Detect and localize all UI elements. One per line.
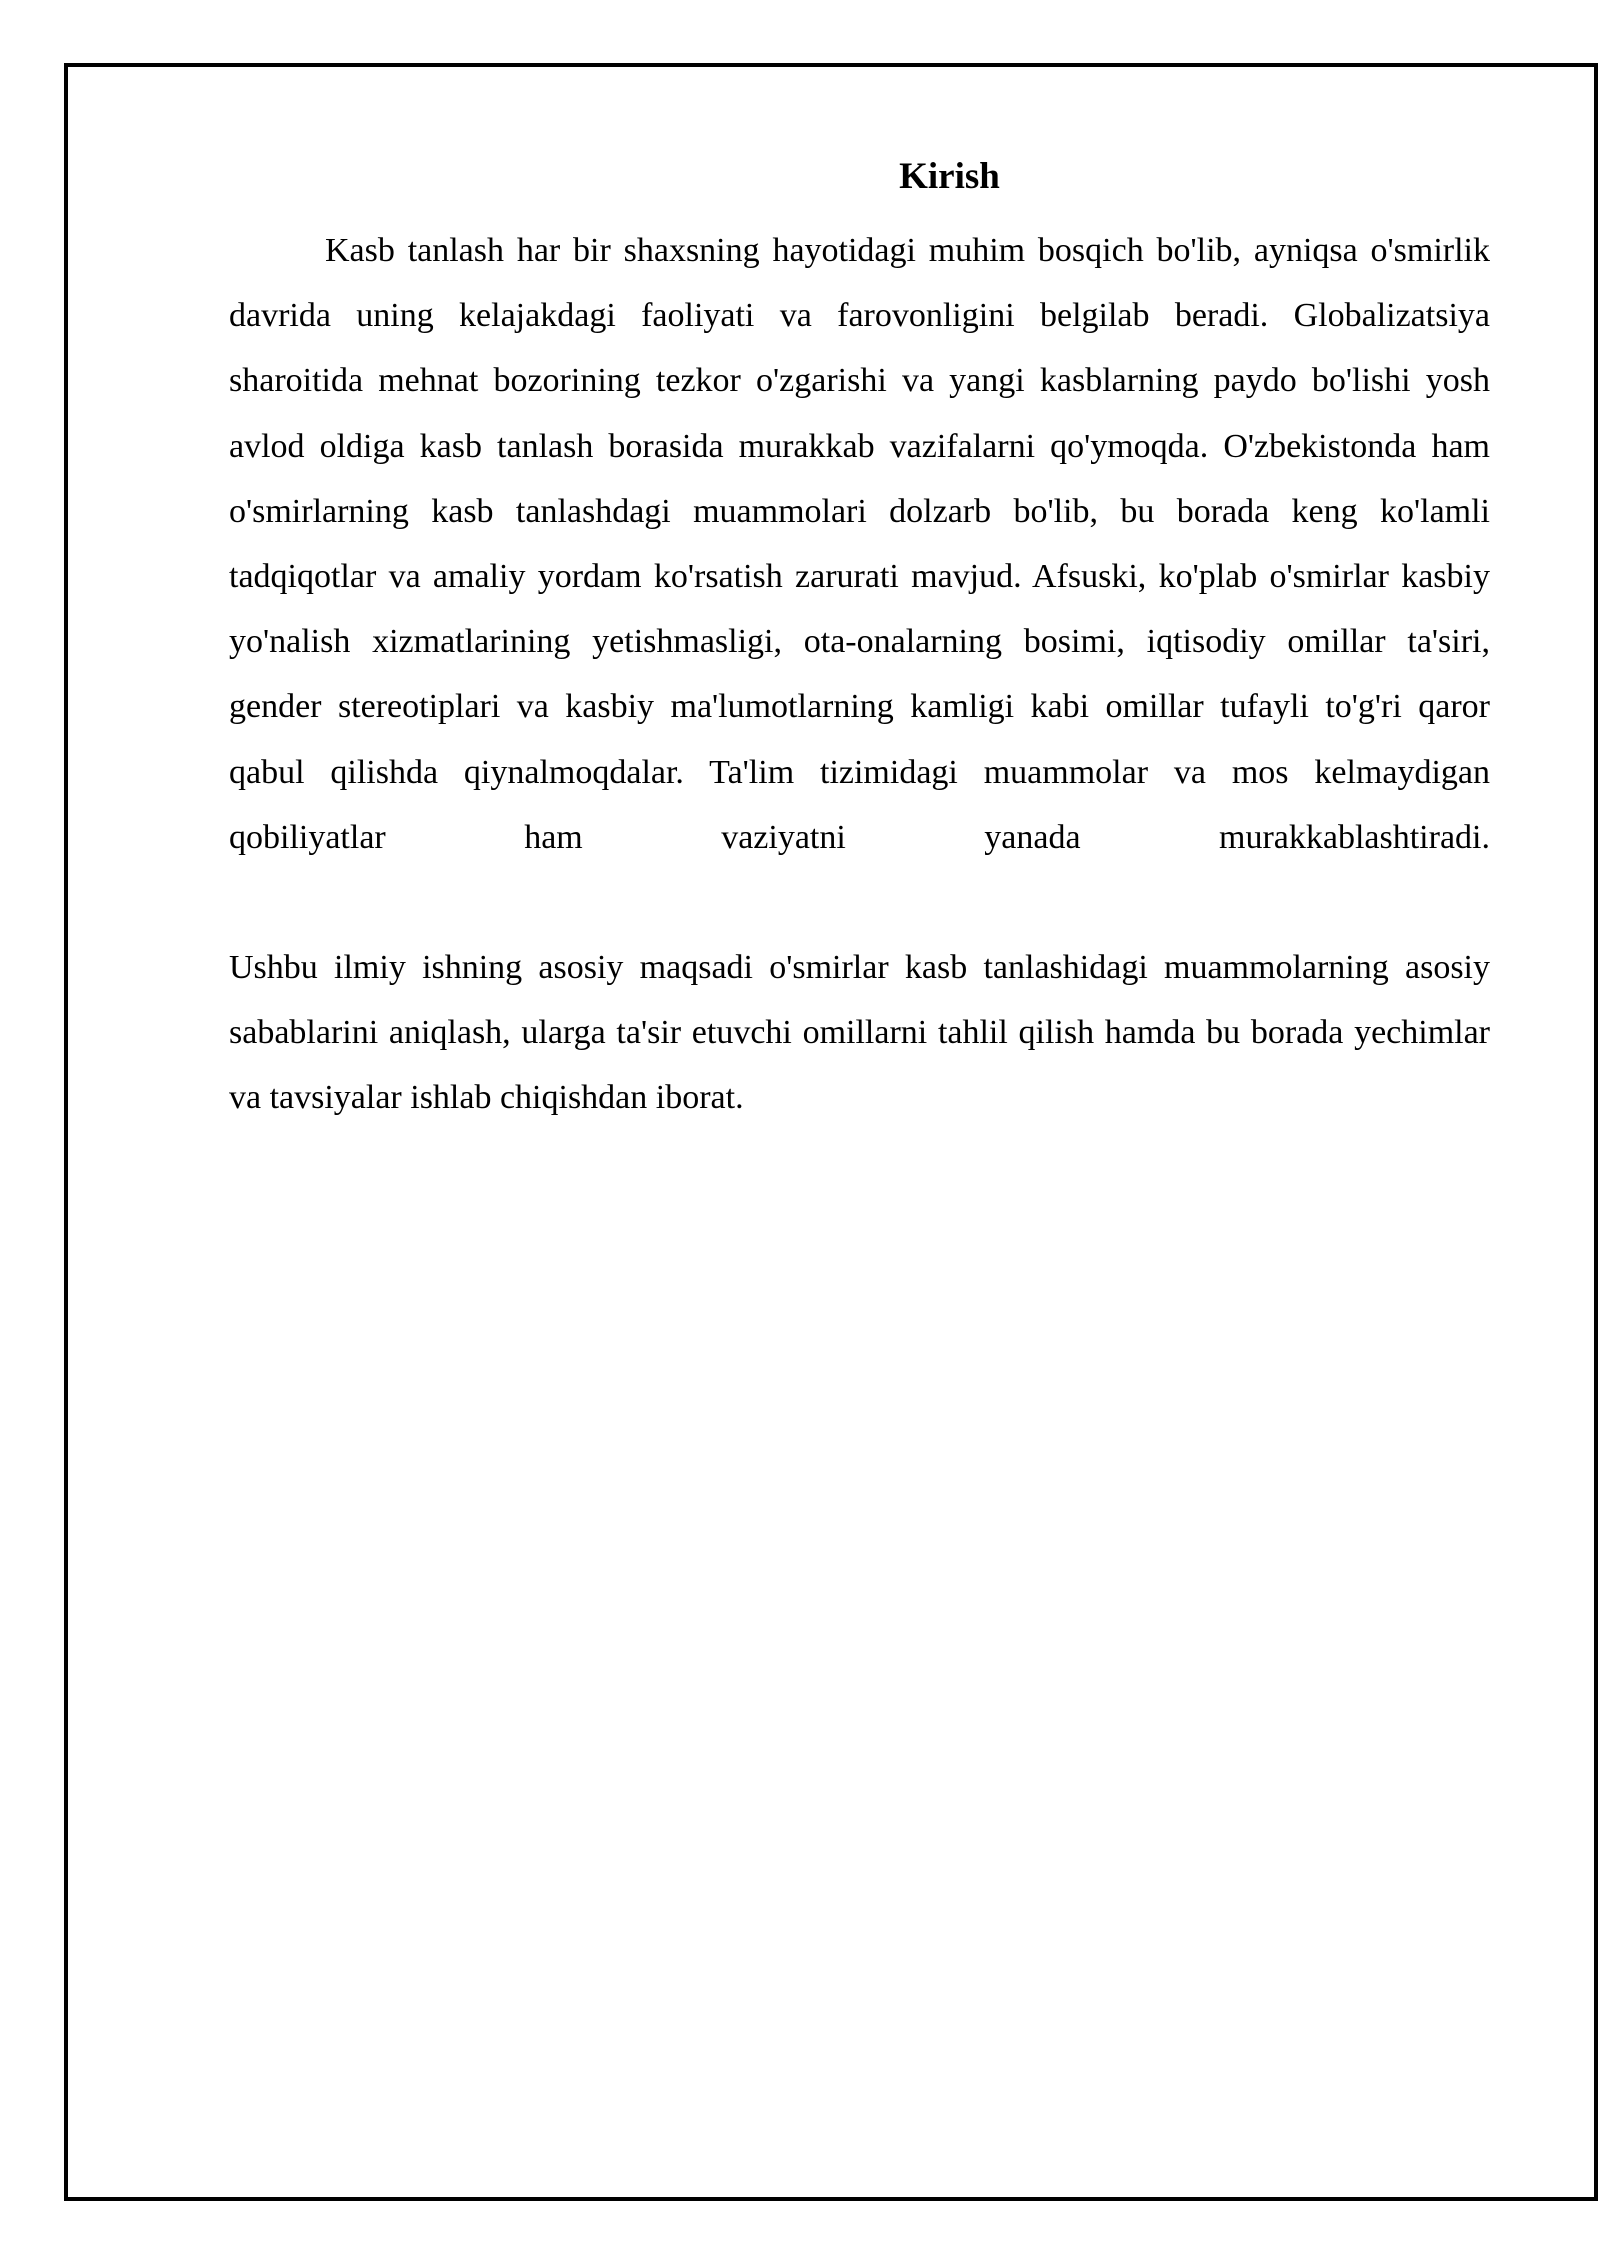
document-title: Kirish: [899, 156, 1000, 197]
paragraph-goal: Ushbu ilmiy ishning asosiy maqsadi o'smirlar kasb tanlashidagi muammolarning asosiy sabablarini aniqlash, ularga ta'sir etuvchi omillarni tahlil qilish hamda bu borada yechimlar va tavsiyalar ishlab chiqishdan iborat.: [229, 949, 1490, 1117]
paragraph-intro: Kasb tanlash har bir shaxsning hayotidagi muhim bosqich bo'lib, ayniqsa o'smirlik davrida uning kelajakdagi faoliyati va farovonligini belgilab beradi. Globalizatsiya sharoitida mehnat bozorining tezkor o'zgarishi va yangi kasblarning paydo bo'lishi yosh avlod oldiga kasb tanlash borasida murakkab vazifalarni qo'ymoqda. O'zbekistonda ham o'smirlarning kasb tanlashdagi muammolari dolzarb bo'lib, bu borada keng ko'lamli tadqiqotlar va amaliy yordam ko'rsatish zarurati mavjud. Afsuski, ko'plab o'smirlar kasbiy yo'nalish xizmatlarining yetishmasligi, ota-onalarning bosimi, iqtisodiy omillar ta'siri, gender stereotiplari va kasbiy ma'lumotlarning kamligi kabi omillar tufayli to'g'ri qaror qabul qilishda qiynalmoqdalar. Ta'lim tizimidagi muammolar va mos kelmaydigan qobiliyatlar ham vaziyatni yanada murakkablashtiradi.: [229, 232, 1490, 856]
document-body: [229, 150, 1490, 1131]
